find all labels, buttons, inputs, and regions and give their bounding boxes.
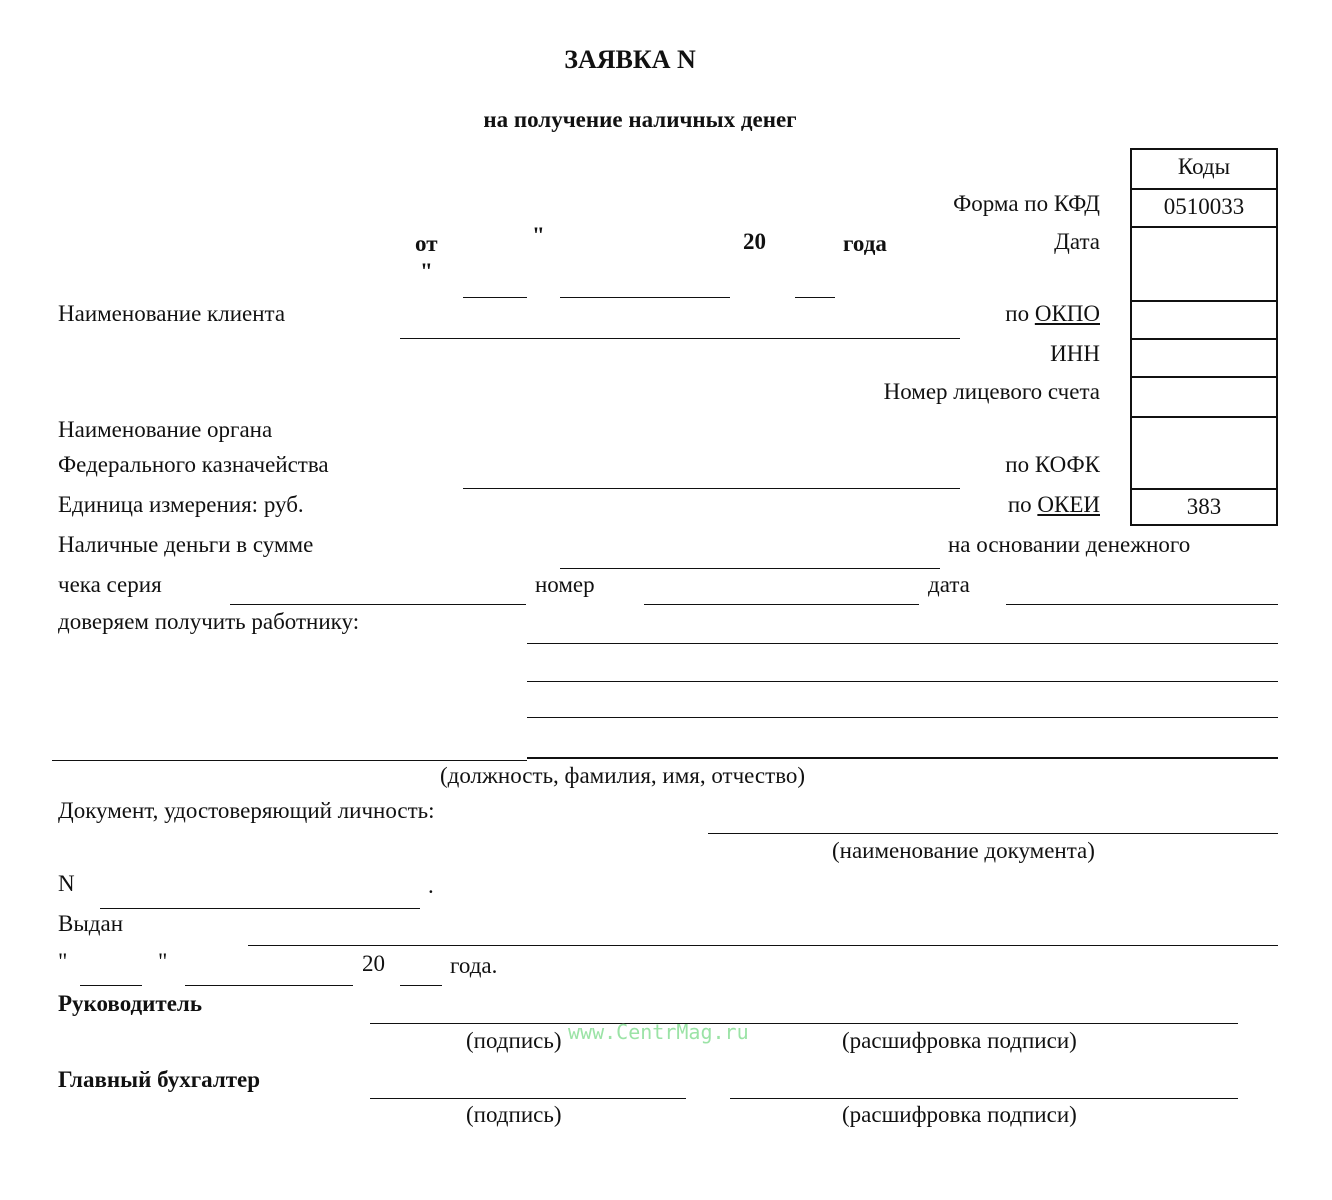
okpo-code-cell	[1132, 300, 1276, 338]
codes-header: Коды	[1177, 154, 1231, 179]
okpo-label	[900, 300, 1100, 328]
inn-label: ИНН	[1050, 341, 1100, 366]
id-document-label: Документ, удостоверяющий личность:	[58, 798, 435, 823]
head-signature-line	[370, 1023, 1238, 1024]
trust-line-3	[527, 717, 1278, 718]
date-from-label: от	[415, 231, 438, 256]
basis-label: на основании денежного	[948, 532, 1191, 557]
check-date-label: дата	[928, 572, 970, 597]
trust-line-1	[527, 643, 1278, 644]
okpo-prefix: по	[1005, 301, 1030, 326]
date-code-cell	[1132, 226, 1276, 300]
kofk-code-cell	[1132, 416, 1276, 490]
issued-day-line	[80, 985, 142, 986]
treasury-label-1: Наименование органа	[58, 417, 273, 442]
kfd-label: Форма по КФД	[953, 191, 1100, 216]
cash-amount-label: Наличные деньги в сумме	[58, 532, 314, 557]
account-label: Номер лицевого счета	[883, 379, 1100, 404]
doc-number-label: N	[58, 871, 75, 896]
form-subtitle: на получение наличных денег	[483, 107, 797, 132]
check-number-line	[644, 604, 919, 605]
trust-line-left	[52, 760, 527, 761]
issued-line	[248, 945, 1278, 946]
head-decode-hint: (расшифровка подписи)	[842, 1028, 1077, 1053]
trust-line-2	[527, 681, 1278, 682]
date-month-line	[560, 297, 730, 298]
accountant-decode-line	[730, 1098, 1238, 1099]
head-sign-hint: (подпись)	[466, 1028, 562, 1053]
okei-abbr: ОКЕИ	[1037, 492, 1100, 517]
client-name-label: Наименование клиента	[58, 301, 286, 326]
doc-name-hint: (наименование документа)	[832, 838, 1095, 863]
date-day-line	[463, 297, 527, 298]
okei-code-value: 383	[1132, 488, 1276, 526]
watermark-text: www.CentrMag.ru	[568, 1020, 749, 1044]
issued-century: 20	[362, 951, 385, 976]
id-document-line	[708, 833, 1278, 834]
account-code-cell	[1132, 376, 1276, 416]
date-century: 20	[743, 229, 766, 254]
issued-year-line	[400, 985, 442, 986]
cash-amount-line	[560, 568, 940, 569]
date-code-label: Дата	[1054, 229, 1100, 254]
issued-month-line	[185, 985, 353, 986]
check-number-label: номер	[535, 572, 595, 597]
accountant-label: Главный бухгалтер	[58, 1067, 261, 1092]
issued-year-word: года.	[450, 953, 498, 978]
head-label: Руководитель	[58, 991, 202, 1016]
okei-label	[900, 491, 1100, 519]
check-series-line	[230, 604, 526, 605]
client-name-line	[400, 338, 960, 339]
date-quote-open: "	[420, 259, 433, 284]
date-year-word: года	[843, 231, 887, 256]
position-hint: (должность, фамилия, имя, отчество)	[440, 763, 806, 788]
accountant-sign-hint: (подпись)	[466, 1102, 562, 1127]
form-title: ЗАЯВКА N	[564, 45, 696, 74]
date-year-line	[795, 297, 835, 298]
issued-quote-close: "	[158, 949, 168, 974]
trust-label: доверяем получить работнику:	[58, 609, 360, 634]
treasury-label-2: Федерального казначейства	[58, 452, 329, 477]
inn-code-cell	[1132, 338, 1276, 376]
check-date-line	[1006, 604, 1278, 605]
treasury-line	[463, 488, 960, 489]
kofk-label: по КОФК	[1005, 452, 1100, 477]
doc-number-line	[100, 908, 420, 909]
okei-prefix: по	[1007, 492, 1032, 517]
accountant-signature-line	[370, 1098, 686, 1099]
trust-line-4	[527, 757, 1278, 759]
unit-label: Единица измерения: руб.	[58, 492, 304, 517]
okpo-abbr: ОКПО	[1034, 301, 1100, 326]
date-quote-close: "	[532, 223, 545, 248]
check-series-label: чека серия	[58, 572, 162, 597]
kfd-code-value: 0510033	[1132, 188, 1276, 226]
accountant-decode-hint: (расшифровка подписи)	[842, 1102, 1077, 1127]
doc-number-dot: .	[428, 873, 434, 898]
issued-label: Выдан	[58, 911, 124, 936]
codes-box	[1130, 148, 1278, 526]
issued-quote-open: "	[58, 949, 68, 974]
